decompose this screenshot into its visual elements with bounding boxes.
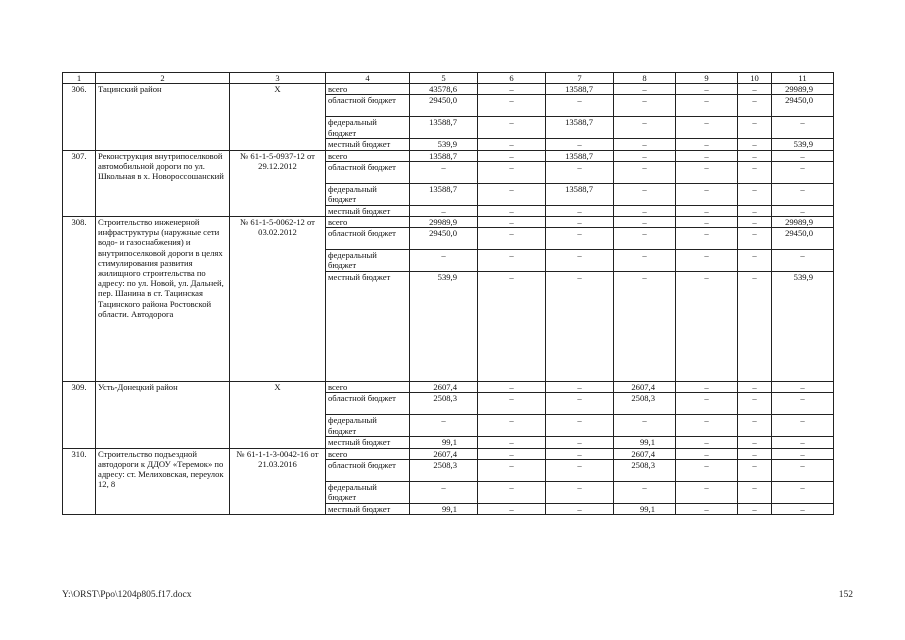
amount-cell: –: [772, 503, 834, 514]
column-header: 3: [230, 73, 326, 84]
amount-cell: –: [738, 228, 772, 250]
column-header: 7: [546, 73, 614, 84]
amount-cell: 29989,9: [410, 217, 478, 228]
funding-source: местный бюджет: [326, 139, 410, 150]
amount-cell: –: [546, 95, 614, 117]
funding-source: областной бюджет: [326, 95, 410, 117]
amount-cell: –: [614, 117, 676, 139]
amount-cell: 2508,3: [410, 393, 478, 415]
amount-cell: –: [546, 415, 614, 437]
amount-cell: –: [676, 228, 738, 250]
document-file-path: Y:\ORST\Ppo\1204p805.f17.docx: [62, 590, 192, 600]
amount-cell: –: [614, 84, 676, 95]
amount-cell: –: [614, 481, 676, 503]
amount-cell: –: [410, 161, 478, 183]
item-code: Х: [230, 382, 326, 448]
funding-source: местный бюджет: [326, 272, 410, 382]
item-code: № 61-1-1-3-0042-16 от 21.03.2016: [230, 448, 326, 514]
amount-cell: –: [478, 139, 546, 150]
table-row: [63, 382, 834, 393]
amount-cell: –: [738, 503, 772, 514]
amount-cell: –: [738, 217, 772, 228]
item-code: Х: [230, 84, 326, 150]
amount-cell: –: [772, 459, 834, 481]
page-number: 152: [838, 590, 853, 600]
item-number: 309.: [63, 382, 96, 448]
amount-cell: 29450,0: [410, 228, 478, 250]
amount-cell: –: [772, 415, 834, 437]
amount-cell: –: [614, 228, 676, 250]
funding-source: всего: [326, 217, 410, 228]
amount-cell: –: [546, 250, 614, 272]
amount-cell: –: [772, 205, 834, 216]
amount-cell: 2508,3: [410, 459, 478, 481]
amount-cell: –: [614, 250, 676, 272]
amount-cell: –: [738, 139, 772, 150]
amount-cell: –: [546, 448, 614, 459]
amount-cell: 99,1: [410, 437, 478, 448]
amount-cell: 13588,7: [410, 117, 478, 139]
column-header: 6: [478, 73, 546, 84]
amount-cell: –: [478, 161, 546, 183]
amount-cell: –: [676, 393, 738, 415]
amount-cell: –: [478, 393, 546, 415]
amount-cell: –: [772, 150, 834, 161]
amount-cell: –: [738, 481, 772, 503]
amount-cell: 99,1: [614, 503, 676, 514]
amount-cell: –: [738, 393, 772, 415]
amount-cell: 13588,7: [410, 150, 478, 161]
amount-cell: –: [738, 415, 772, 437]
funding-source: федеральный бюджет: [326, 183, 410, 205]
amount-cell: –: [772, 382, 834, 393]
amount-cell: –: [410, 250, 478, 272]
amount-cell: –: [478, 217, 546, 228]
amount-cell: –: [772, 437, 834, 448]
amount-cell: –: [614, 183, 676, 205]
amount-cell: 2508,3: [614, 459, 676, 481]
amount-cell: –: [614, 415, 676, 437]
column-header: 9: [676, 73, 738, 84]
amount-cell: 2607,4: [410, 448, 478, 459]
funding-source: всего: [326, 84, 410, 95]
amount-cell: –: [546, 393, 614, 415]
amount-cell: –: [738, 150, 772, 161]
funding-source: областной бюджет: [326, 161, 410, 183]
item-code: № 61-1-5-0937-12 от 29.12.2012: [230, 150, 326, 216]
column-header: 8: [614, 73, 676, 84]
column-header: 10: [738, 73, 772, 84]
amount-cell: 2607,4: [614, 448, 676, 459]
amount-cell: –: [676, 481, 738, 503]
amount-cell: –: [546, 481, 614, 503]
amount-cell: –: [676, 161, 738, 183]
amount-cell: –: [676, 139, 738, 150]
amount-cell: –: [676, 84, 738, 95]
funding-source: всего: [326, 448, 410, 459]
amount-cell: 29450,0: [772, 95, 834, 117]
amount-cell: 13588,7: [546, 84, 614, 95]
amount-cell: –: [478, 228, 546, 250]
funding-source: областной бюджет: [326, 228, 410, 250]
amount-cell: 99,1: [410, 503, 478, 514]
amount-cell: –: [478, 382, 546, 393]
amount-cell: –: [478, 272, 546, 382]
amount-cell: 29989,9: [772, 84, 834, 95]
amount-cell: –: [546, 228, 614, 250]
column-header: 5: [410, 73, 478, 84]
amount-cell: –: [676, 272, 738, 382]
amount-cell: –: [676, 415, 738, 437]
amount-cell: –: [676, 437, 738, 448]
amount-cell: 29450,0: [410, 95, 478, 117]
amount-cell: –: [478, 183, 546, 205]
amount-cell: –: [738, 250, 772, 272]
amount-cell: –: [614, 217, 676, 228]
amount-cell: –: [546, 272, 614, 382]
amount-cell: –: [738, 205, 772, 216]
item-name: Реконструкция внутрипоселковой автомобильной дороги по ул. Школьная в х. Новороссошанский: [96, 150, 230, 216]
item-code: № 61-1-5-0062-12 от 03.02.2012: [230, 217, 326, 382]
amount-cell: 13588,7: [410, 183, 478, 205]
amount-cell: 2508,3: [614, 393, 676, 415]
amount-cell: –: [478, 84, 546, 95]
amount-cell: –: [546, 139, 614, 150]
amount-cell: –: [676, 205, 738, 216]
amount-cell: –: [546, 459, 614, 481]
amount-cell: –: [676, 250, 738, 272]
table-header-row: [63, 73, 834, 84]
item-name: Строительство подъездной автодороги к ДДОУ «Теремок» по адресу: ст. Мелиховская, переулок 12, 8: [96, 448, 230, 514]
amount-cell: –: [478, 95, 546, 117]
amount-cell: –: [478, 415, 546, 437]
item-number: 307.: [63, 150, 96, 216]
item-number: 310.: [63, 448, 96, 514]
amount-cell: –: [676, 95, 738, 117]
amount-cell: –: [410, 481, 478, 503]
amount-cell: –: [478, 205, 546, 216]
amount-cell: –: [478, 117, 546, 139]
amount-cell: –: [738, 382, 772, 393]
amount-cell: –: [546, 161, 614, 183]
amount-cell: –: [738, 117, 772, 139]
column-header: 4: [326, 73, 410, 84]
amount-cell: –: [772, 393, 834, 415]
amount-cell: –: [772, 250, 834, 272]
amount-cell: 13588,7: [546, 117, 614, 139]
amount-cell: –: [676, 459, 738, 481]
funding-source: местный бюджет: [326, 205, 410, 216]
amount-cell: –: [614, 150, 676, 161]
amount-cell: –: [676, 150, 738, 161]
amount-cell: –: [614, 139, 676, 150]
funding-source: областной бюджет: [326, 393, 410, 415]
amount-cell: –: [478, 150, 546, 161]
amount-cell: –: [410, 205, 478, 216]
amount-cell: –: [546, 503, 614, 514]
amount-cell: –: [614, 205, 676, 216]
amount-cell: –: [676, 503, 738, 514]
amount-cell: 99,1: [614, 437, 676, 448]
funding-source: местный бюджет: [326, 437, 410, 448]
amount-cell: –: [410, 415, 478, 437]
amount-cell: –: [614, 95, 676, 117]
amount-cell: –: [478, 459, 546, 481]
amount-cell: 539,9: [772, 139, 834, 150]
amount-cell: –: [738, 95, 772, 117]
amount-cell: –: [676, 117, 738, 139]
amount-cell: –: [738, 459, 772, 481]
amount-cell: –: [478, 503, 546, 514]
amount-cell: –: [478, 437, 546, 448]
amount-cell: –: [676, 217, 738, 228]
amount-cell: –: [478, 448, 546, 459]
amount-cell: –: [738, 183, 772, 205]
amount-cell: –: [676, 448, 738, 459]
amount-cell: –: [738, 272, 772, 382]
amount-cell: –: [772, 183, 834, 205]
table-row: [63, 150, 834, 161]
item-number: 306.: [63, 84, 96, 150]
amount-cell: –: [676, 183, 738, 205]
table-row: [63, 217, 834, 228]
amount-cell: 539,9: [772, 272, 834, 382]
amount-cell: –: [478, 250, 546, 272]
amount-cell: –: [614, 161, 676, 183]
item-name: Строительство инженерной инфраструктуры (наружные сети водо- и газоснабжения) и внутрипоселковой дороги в целях стимулирования развития жилищного строительства по адресу: по ул. Новой, ул. Дальней, пер. Шанина в ст. Тацинская Тацинского района Ростовской области. Автодорога: [96, 217, 230, 382]
amount-cell: –: [738, 437, 772, 448]
amount-cell: 29450,0: [772, 228, 834, 250]
funding-source: всего: [326, 382, 410, 393]
item-name: Усть-Донецкий район: [96, 382, 230, 448]
funding-source: федеральный бюджет: [326, 117, 410, 139]
item-number: 308.: [63, 217, 96, 382]
funding-source: федеральный бюджет: [326, 415, 410, 437]
column-header: 1: [63, 73, 96, 84]
amount-cell: –: [772, 448, 834, 459]
amount-cell: 539,9: [410, 139, 478, 150]
amount-cell: –: [772, 481, 834, 503]
column-header: 11: [772, 73, 834, 84]
amount-cell: –: [546, 437, 614, 448]
amount-cell: –: [772, 161, 834, 183]
funding-source: областной бюджет: [326, 459, 410, 481]
amount-cell: –: [546, 205, 614, 216]
amount-cell: –: [478, 481, 546, 503]
amount-cell: 29989,9: [772, 217, 834, 228]
table-row: [63, 84, 834, 95]
item-name: Тацинский район: [96, 84, 230, 150]
column-header: 2: [96, 73, 230, 84]
funding-source: всего: [326, 150, 410, 161]
amount-cell: –: [614, 272, 676, 382]
amount-cell: –: [738, 161, 772, 183]
funding-source: федеральный бюджет: [326, 481, 410, 503]
amount-cell: 539,9: [410, 272, 478, 382]
table-row: [63, 448, 834, 459]
funding-source: местный бюджет: [326, 503, 410, 514]
budget-table: [62, 72, 834, 515]
funding-source: федеральный бюджет: [326, 250, 410, 272]
amount-cell: 2607,4: [614, 382, 676, 393]
amount-cell: –: [738, 448, 772, 459]
amount-cell: –: [546, 382, 614, 393]
amount-cell: –: [676, 382, 738, 393]
amount-cell: 43578,6: [410, 84, 478, 95]
amount-cell: –: [772, 117, 834, 139]
amount-cell: –: [738, 84, 772, 95]
amount-cell: 13588,7: [546, 150, 614, 161]
amount-cell: –: [546, 217, 614, 228]
amount-cell: 2607,4: [410, 382, 478, 393]
amount-cell: 13588,7: [546, 183, 614, 205]
